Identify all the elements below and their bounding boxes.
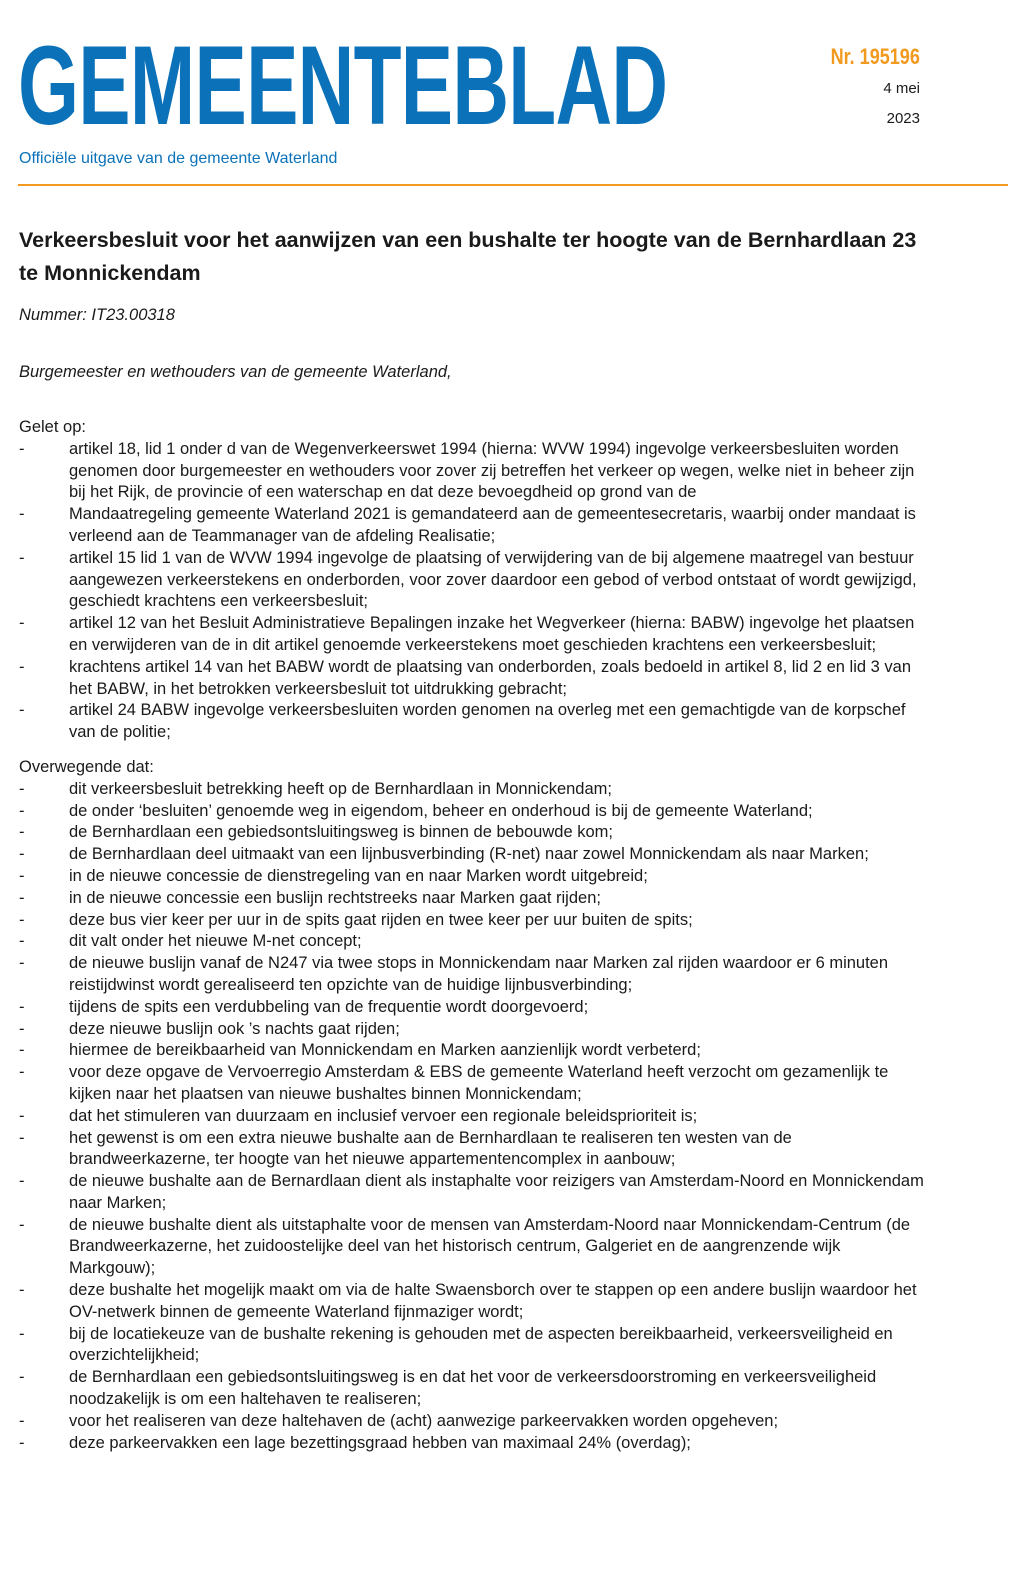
list-dash: -: [19, 801, 25, 820]
list-dash: -: [19, 845, 25, 864]
list-dash: -: [19, 1433, 25, 1452]
list-item: [19, 1324, 929, 1368]
list-item: [19, 700, 929, 744]
list-item: [19, 844, 929, 866]
list-item: [19, 801, 929, 823]
list-item-text: Mandaatregeling gemeente Waterland 2021 is gemandateerd aan de gemeentesecretaris, waarbij onder mandaat is verleend aan de Teammanager van de afdeling Realisatie;: [69, 505, 916, 545]
list-dash: -: [19, 505, 25, 524]
document-title: Verkeersbesluit voor het aanwijzen van een bushalte ter hoogte van de Bernhardlaan 23 te Monnickendam: [19, 228, 917, 285]
list-item: [19, 1433, 929, 1455]
list-item: [19, 1171, 929, 1215]
list-item: [19, 866, 929, 888]
list-item: [19, 910, 929, 932]
list-item: [19, 657, 929, 701]
list-dash: -: [19, 1281, 25, 1300]
issue-day: 4 mei: [883, 80, 920, 97]
list-dash: -: [19, 1063, 25, 1082]
list-item: [19, 888, 929, 910]
list-item-text: deze bus vier keer per uur in de spits gaat rijden en twee keer per uur buiten de spits;: [69, 910, 693, 929]
list-item: [19, 1128, 929, 1172]
publication-subtitle: Officiële uitgave van de gemeente Waterland: [19, 150, 338, 167]
list-dash: -: [19, 1215, 25, 1234]
list-dash: -: [19, 614, 25, 633]
list-item: [19, 1040, 929, 1062]
list-item: [19, 931, 929, 953]
document-body: [19, 224, 929, 1467]
list-dash: -: [19, 997, 25, 1016]
list-dash: -: [19, 548, 25, 567]
section-list: [19, 779, 929, 1455]
list-item: [19, 1280, 929, 1324]
list-dash: -: [19, 1368, 25, 1387]
list-dash: -: [19, 1106, 25, 1125]
list-item-text: deze parkeervakken een lage bezettingsgraad hebben van maximaal 24% (overdag);: [69, 1433, 691, 1452]
list-item-text: de Bernhardlaan een gebiedsontsluitingsweg is en dat het voor de verkeersdoorstroming en verkeersveiligheid noodzakelijk is om een haltehaven te realiseren;: [69, 1368, 877, 1409]
list-item: [19, 1062, 929, 1106]
document-addressee: Burgemeester en wethouders van de gemeente Waterland,: [19, 363, 452, 381]
section-list: [19, 439, 929, 744]
list-dash: -: [19, 888, 25, 907]
masthead-divider: [18, 184, 1008, 186]
list-item-text: voor deze opgave de Vervoerregio Amsterdam & EBS de gemeente Waterland heeft verzocht om gezamenlijk te kijken naar het plaatsen van nieuwe bushaltes binnen Monnickendam;: [69, 1063, 889, 1103]
list-dash: -: [19, 1172, 25, 1191]
list-item-text: krachtens artikel 14 van het BABW wordt de plaatsing van onderborden, zoals bedoeld in artikel 8, lid 2 en lid 3 van het BABW, in het betrokken verkeersbesluit tot uitdrukking gebracht;: [69, 657, 911, 698]
issue-info: [811, 44, 920, 128]
list-item-text: de nieuwe buslijn vanaf de N247 via twee stops in Monnickendam naar Marken zal rijden waardoor er 6 minuten reistijdwinst wordt gerealiseerd ten opzichte van de huidige lijnbusverbinding;: [69, 954, 889, 994]
section-heading: Gelet op:: [19, 418, 86, 436]
list-item-text: de nieuwe bushalte aan de Bernardlaan dient als instaphalte voor reizigers van Amsterdam-Noord en Monnickendam naar Marken;: [69, 1172, 924, 1212]
list-item-text: het gewenst is om een extra nieuwe bushalte aan de Bernhardlaan te realiseren ten westen van de brandweerkazerne, ter hoogte van het nieuwe appartementencomplex in aanbouw;: [69, 1128, 792, 1169]
issue-year: 2023: [886, 110, 920, 127]
list-item: [19, 439, 929, 504]
list-dash: -: [19, 910, 25, 929]
list-dash: -: [19, 1411, 25, 1430]
list-dash: -: [19, 823, 25, 842]
list-item-text: in de nieuwe concessie een buslijn rechtstreeks naar Marken gaat rijden;: [69, 888, 601, 907]
list-item: [19, 504, 929, 548]
list-item: [19, 779, 929, 801]
list-dash: -: [19, 866, 25, 885]
document-number: Nummer: IT23.00318: [19, 306, 175, 324]
list-item-text: de nieuwe bushalte dient als uitstaphalte voor de mensen van Amsterdam-Noord naar Monnickendam-Centrum (de Brandweerkazerne, het zuidoostelijke deel van het historisch centrum, Galgeriet en de aangrenzende wijk Markgouw);: [69, 1215, 911, 1278]
list-item: [19, 822, 929, 844]
list-item-text: voor het realiseren van deze haltehaven de (acht) aanwezige parkeervakken worden opgeheven;: [69, 1411, 779, 1430]
list-dash: -: [19, 657, 25, 676]
list-dash: -: [19, 1324, 25, 1343]
list-item: [19, 1367, 929, 1411]
list-dash: -: [19, 954, 25, 973]
list-item: [19, 1106, 929, 1128]
list-item-text: de Bernhardlaan een gebiedsontsluitingsweg is binnen de bebouwde kom;: [69, 823, 613, 842]
list-item-text: de onder ‘besluiten’ genoemde weg in eigendom, beheer en onderhoud is bij de gemeente Waterland;: [69, 801, 813, 820]
document-section: [19, 757, 929, 1455]
list-item-text: artikel 15 lid 1 van de WVW 1994 ingevolge de plaatsing of verwijdering van de bij algemene maatregel van bestuur aangewezen verkeerstekens en onderborden, voor zover daardoor een gebod of verbod ontstaat of wordt gewijzigd, geschiedt krachtens een verkeersbesluit;: [69, 548, 917, 611]
document-section: [19, 417, 929, 744]
list-item-text: artikel 24 BABW ingevolge verkeersbesluiten worden genomen na overleg met een gemachtigde van de korpschef van de politie;: [69, 701, 906, 742]
list-item-text: artikel 18, lid 1 onder d van de Wegenverkeerswet 1994 (hierna: WVW 1994) ingevolge verkeersbesluiten worden genomen door burgemeester en wethouders voor zover zij betreffen het verkeer op wegen, welke niet in beheer zijn bij het Rijk, de provincie of een waterschap en dat deze bevoegdheid op grond van de: [69, 439, 915, 502]
list-item: [19, 548, 929, 613]
list-item-text: dat het stimuleren van duurzaam en inclusief vervoer een regionale beleidsprioriteit is;: [69, 1106, 698, 1125]
list-dash: -: [19, 932, 25, 951]
section-heading: Overwegende dat:: [19, 757, 154, 776]
list-dash: -: [19, 439, 25, 458]
list-item: [19, 997, 929, 1019]
list-item: [19, 1019, 929, 1041]
list-dash: -: [19, 701, 25, 720]
publication-title: GEMEENTEBLAD: [18, 23, 668, 148]
list-item-text: bij de locatiekeuze van de bushalte rekening is gehouden met de aspecten bereikbaarheid, verkeersveiligheid en overzichtelijkheid;: [69, 1324, 893, 1365]
list-item-text: hiermee de bereikbaarheid van Monnickendam en Marken aanzienlijk wordt verbeterd;: [69, 1041, 701, 1060]
list-dash: -: [19, 1019, 25, 1038]
list-item: [19, 1215, 929, 1280]
issue-number: Nr. 195196: [830, 44, 920, 69]
document-sections: [19, 417, 929, 1454]
list-dash: -: [19, 779, 25, 798]
list-dash: -: [19, 1041, 25, 1060]
list-item-text: deze bushalte het mogelijk maakt om via de halte Swaensborch over te stappen op een andere buslijn waardoor het OV-netwerk binnen de gemeente Waterland fijnmaziger wordt;: [69, 1281, 917, 1321]
list-item: [19, 613, 929, 657]
list-item-text: dit valt onder het nieuwe M-net concept;: [69, 932, 362, 951]
list-item: [19, 953, 929, 997]
list-item-text: deze nieuwe buslijn ook ’s nachts gaat rijden;: [69, 1019, 400, 1038]
list-item-text: in de nieuwe concessie de dienstregeling van en naar Marken wordt uitgebreid;: [69, 866, 648, 885]
list-item-text: de Bernhardlaan deel uitmaakt van een lijnbusverbinding (R-net) naar zowel Monnickendam als naar Marken;: [69, 845, 869, 864]
list-item-text: dit verkeersbesluit betrekking heeft op de Bernhardlaan in Monnickendam;: [69, 779, 612, 798]
list-item: [19, 1411, 929, 1433]
list-item-text: tijdens de spits een verdubbeling van de frequentie wordt doorgevoerd;: [69, 997, 589, 1016]
list-dash: -: [19, 1128, 25, 1147]
list-item-text: artikel 12 van het Besluit Administratieve Bepalingen inzake het Wegverkeer (hierna: BABW) ingevolge het plaatsen en verwijderen van de in dit artikel genoemde verkeerstekens moet geschieden krachtens een verkeersbesluit;: [69, 614, 915, 654]
